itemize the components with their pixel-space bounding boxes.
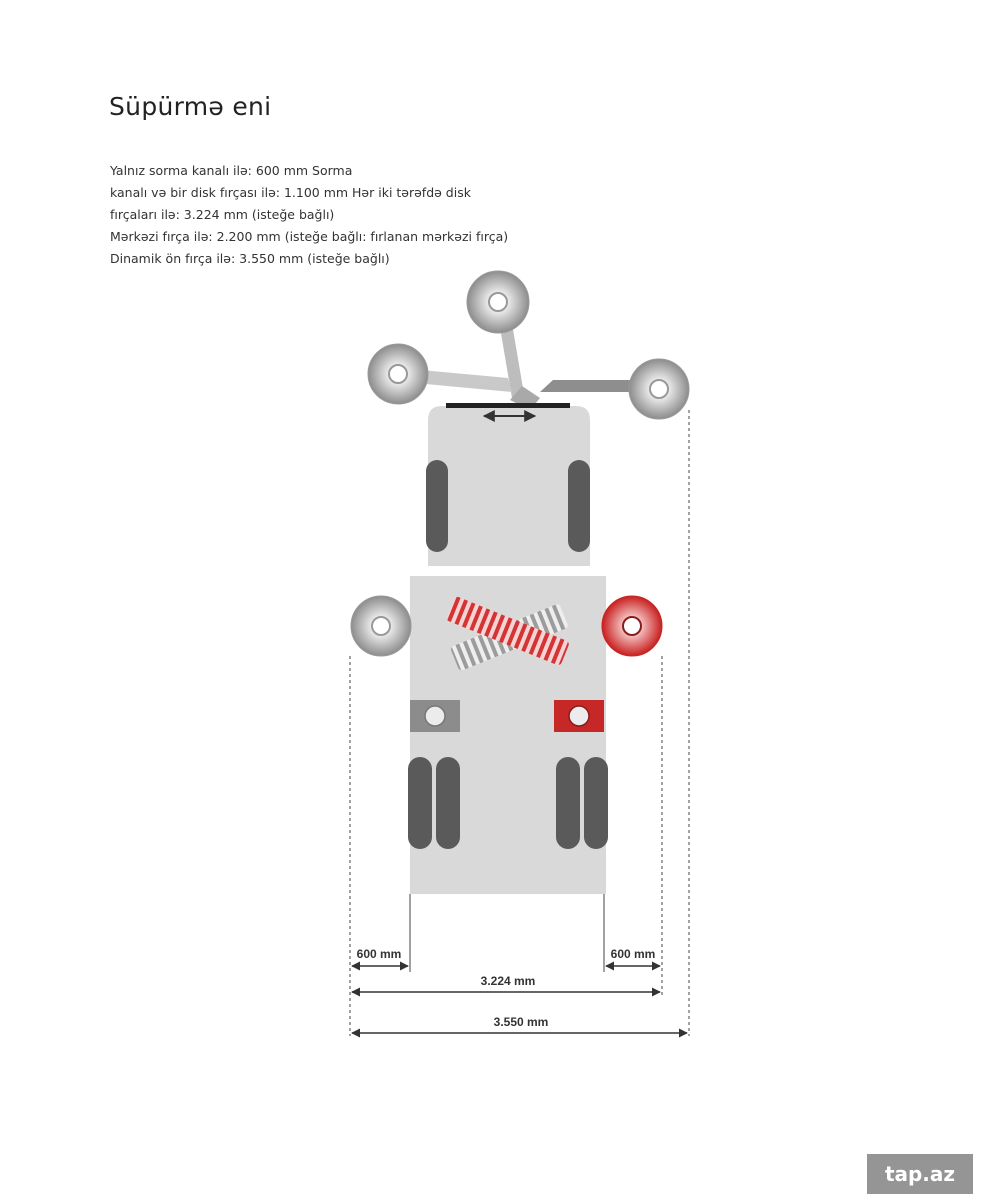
dimension-label-mid: 3.224 mm xyxy=(480,974,536,988)
front-top-brush xyxy=(467,271,529,333)
side-right-brush xyxy=(602,596,662,656)
front-right-brush xyxy=(629,359,689,419)
description-line: kanalı və bir disk fırçası ilə: 1.100 mm Hər iki tərəfdə disk xyxy=(110,185,471,200)
vehicle-front xyxy=(426,403,590,566)
description-line: Dinamik ön fırça ilə: 3.550 mm (isteğe bağlı) xyxy=(110,251,390,266)
watermark-badge: tap.az xyxy=(867,1154,973,1194)
front-brush-arms xyxy=(399,300,660,410)
page-title: Süpürmə eni xyxy=(109,92,272,121)
front-left-brush xyxy=(368,344,428,404)
dimension-label-right: 600 mm xyxy=(610,947,656,961)
side-left-brush xyxy=(351,596,411,656)
description-line: Mərkəzi fırça ilə: 2.200 mm (isteğe bağlı: fırlanan mərkəzi fırça) xyxy=(110,229,509,244)
description-line: Yalnız sorma kanalı ilə: 600 mm Sorma xyxy=(110,163,353,178)
dimension-label-total: 3.550 mm xyxy=(493,1015,549,1029)
description-line: fırçaları ilə: 3.224 mm (isteğe bağlı) xyxy=(110,207,335,222)
dimension-label-left: 600 mm xyxy=(356,947,402,961)
